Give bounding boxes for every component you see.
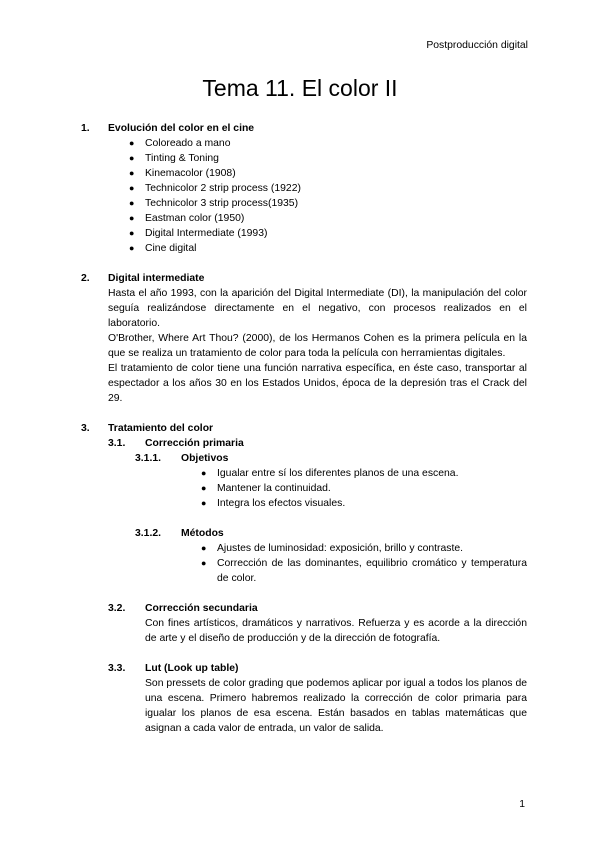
section-tratamiento	[0, 421, 600, 736]
bullet-icon: ●	[201, 558, 207, 568]
list-item: ● Kinemacolor (1908)	[129, 168, 236, 179]
subsection-heading: Corrección primaria	[145, 438, 244, 449]
subsection-number: 3.3.	[108, 663, 126, 674]
bullet-icon: ●	[129, 168, 135, 178]
list-item: ● Igualar entre sí los diferentes planos de una escena.	[201, 468, 459, 479]
bullet-icon: ●	[201, 498, 207, 508]
bullet-icon: ●	[201, 543, 207, 553]
bullet-icon: ●	[201, 468, 207, 478]
paragraph: Con fines artísticos, dramáticos y narrativos. Refuerza y es acorde a la dirección de arte y el diseño de producción y de la dirección de fotografía.	[145, 618, 527, 644]
paragraph: Son pressets de color grading que podemos aplicar por igual a todos los planos de una escena. Primero habremos realizado la corrección de color primaria para igualar los planos de esa escena. Están basados en tablas matemáticas que asignan a cada valor de entrada, un valor de salida.	[145, 678, 527, 734]
bullet-icon: ●	[129, 213, 135, 223]
subsubsection-heading: Métodos	[181, 528, 224, 539]
subsubsection-number: 3.1.2.	[135, 528, 161, 539]
bullet-list	[0, 541, 600, 586]
list-item: ● Coloreado a mano	[129, 138, 231, 149]
bullet-list	[0, 466, 600, 511]
list-item: ● Integra los efectos visuales.	[201, 498, 346, 509]
subsection-number: 3.2.	[108, 603, 126, 614]
list-item: ● Cine digital	[129, 243, 197, 254]
section-evolucion	[0, 121, 600, 256]
list-item: ● Technicolor 3 strip process(1935)	[129, 198, 299, 209]
subsubsection-heading: Objetivos	[181, 453, 229, 464]
document-title: Tema 11. El color II	[202, 75, 398, 101]
section-number: 2.	[81, 273, 90, 284]
section-heading: Tratamiento del color	[108, 423, 214, 434]
section-digital-intermediate	[0, 271, 600, 406]
bullet-icon: ●	[129, 138, 135, 148]
list-item: ● Ajustes de luminosidad: exposición, brillo y contraste.	[201, 543, 464, 554]
page-number: 1	[519, 799, 525, 810]
paragraph: Hasta el año 1993, con la aparición del Digital Intermediate (DI), la manipulación del color seguía realizándose directamente en el negativo, con procesos realizados en el laboratorio.	[108, 288, 527, 329]
list-item: ● Digital Intermediate (1993)	[129, 228, 268, 239]
running-header: Postproducción digital	[426, 40, 528, 51]
section-number: 1.	[81, 123, 90, 134]
list-item: ● Technicolor 2 strip process (1922)	[129, 183, 301, 194]
paragraph: El tratamiento de color tiene una función narrativa específica, en éste caso, transportar al espectador a los años 30 en los Estados Unidos, época de la depresión tras el Crack del 29.	[108, 363, 527, 404]
bullet-icon: ●	[129, 198, 135, 208]
list-item: ● Eastman color (1950)	[129, 213, 245, 224]
list-item: ● Corrección de las dominantes, equilibrio cromático y temperatura de color.	[201, 558, 527, 584]
section-body	[108, 286, 527, 406]
bullet-icon: ●	[129, 153, 135, 163]
bullet-icon: ●	[201, 483, 207, 493]
subsubsection-number: 3.1.1.	[135, 453, 161, 464]
bullet-icon: ●	[129, 243, 135, 253]
section-heading: Evolución del color en el cine	[108, 123, 255, 134]
subsection-heading: Corrección secundaria	[145, 603, 258, 614]
list-item: ● Mantener la continuidad.	[201, 483, 331, 494]
bullet-list	[0, 136, 600, 256]
subsection-number: 3.1.	[108, 438, 126, 449]
paragraph: O'Brother, Where Art Thou? (2000), de los Hermanos Cohen es la primera película en la que se realiza un tratamiento de color para toda la película con herramientas digitales.	[108, 333, 527, 359]
subsection-heading: Lut (Look up table)	[145, 663, 239, 674]
section-number: 3.	[81, 423, 90, 434]
bullet-icon: ●	[129, 183, 135, 193]
bullet-icon: ●	[129, 228, 135, 238]
section-heading: Digital intermediate	[108, 273, 205, 284]
list-item: ● Tinting & Toning	[129, 153, 219, 164]
document-content	[0, 121, 600, 736]
